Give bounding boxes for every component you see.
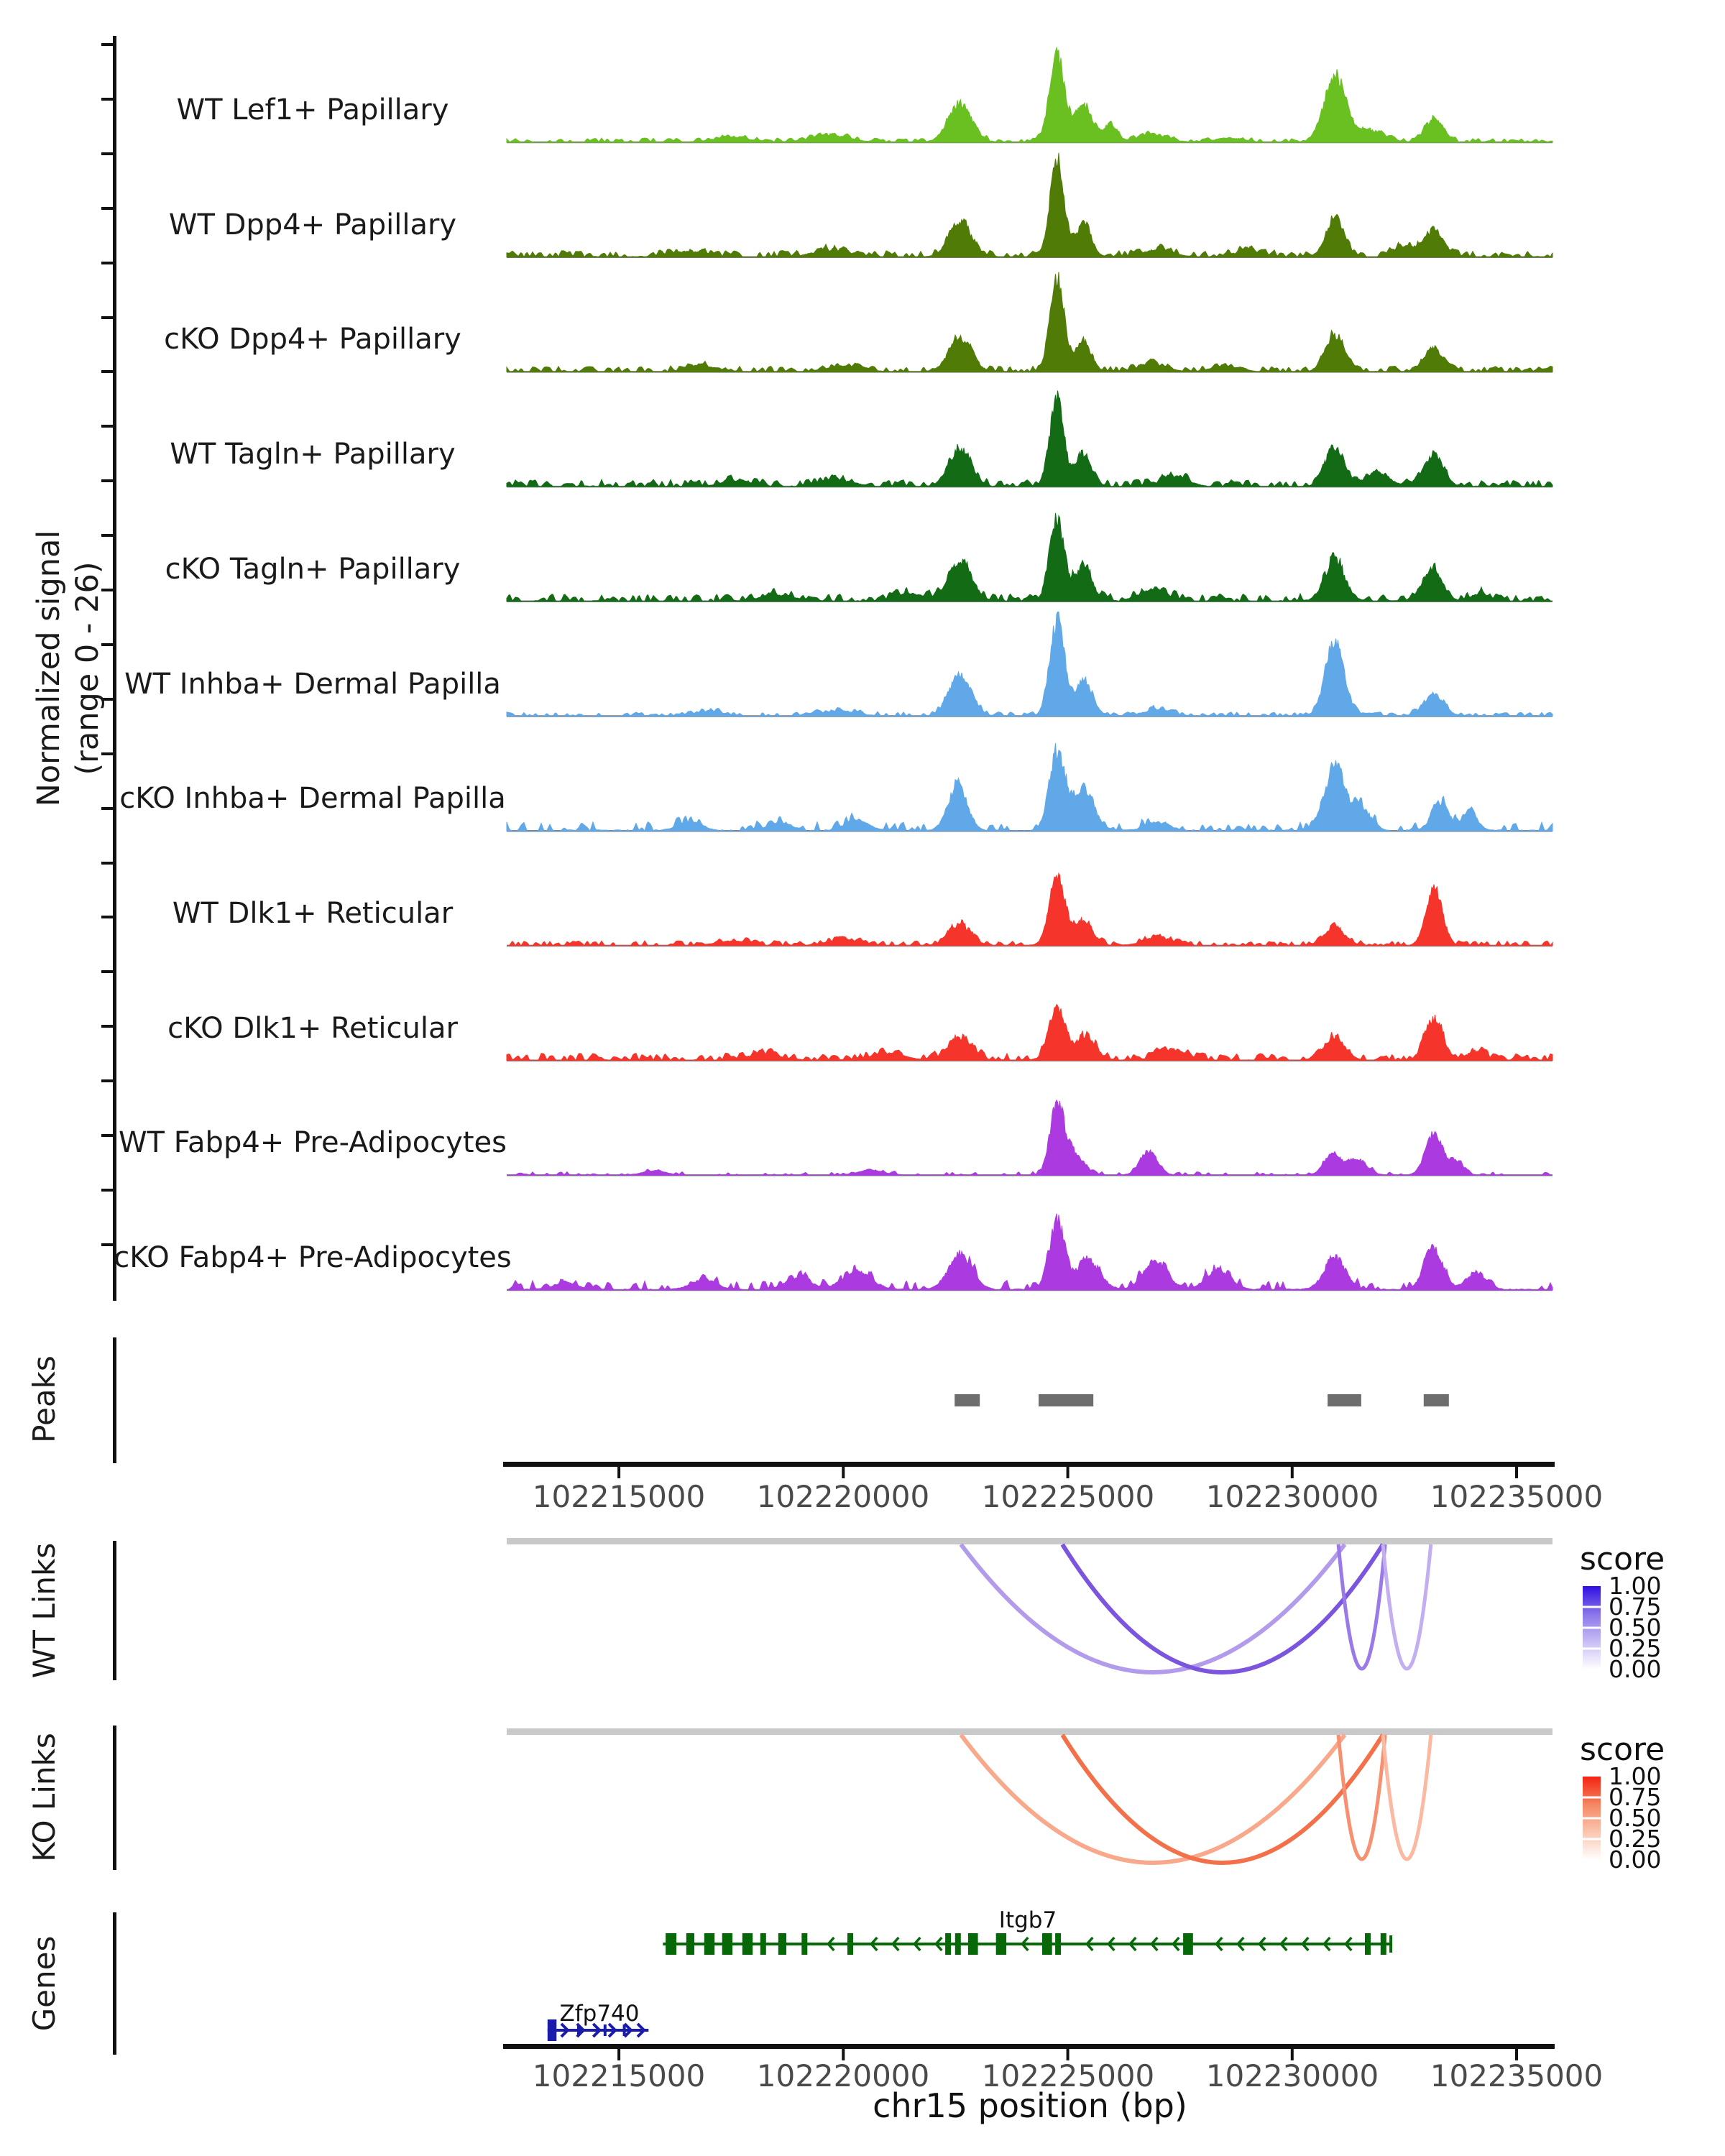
coverage-track-2 [507, 272, 1552, 372]
score-legend-title-ko: score [1580, 1731, 1665, 1768]
track-label: WT Fabp4+ Pre-Adipocytes [119, 1126, 507, 1159]
signal-axis-label-line2: (range 0 - 26) [70, 561, 106, 775]
ko-link-arc-2 [1338, 1735, 1385, 1859]
coverage-track-7 [507, 873, 1552, 946]
axis-tick-label: 102230000 [1205, 1479, 1379, 1514]
section-bracket-3 [113, 1912, 116, 2055]
score-legend-tick: 0.00 [1609, 1655, 1662, 1683]
coverage-track-10 [507, 1214, 1552, 1290]
score-legend-tick: 0.25 [1609, 1825, 1662, 1853]
coverage-track-8 [507, 1005, 1552, 1061]
axis-tick-label: 102225000 [981, 1479, 1155, 1514]
gene-label-zfp740: Zfp740 [559, 2001, 640, 2027]
axis-tick-label: 102230000 [1205, 2058, 1379, 2093]
track-label: cKO Tagln+ Papillary [165, 553, 461, 586]
score-legend-tick: 0.25 [1609, 1634, 1662, 1662]
section-bracket-1 [113, 1541, 116, 1680]
score-legend-tick: 0.50 [1609, 1613, 1662, 1641]
ko-links-bar [507, 1728, 1552, 1735]
score-legend-tick: 1.00 [1609, 1572, 1662, 1600]
track-label: cKO Dpp4+ Papillary [164, 323, 461, 356]
x-axis-title: chr15 position (bp) [873, 2086, 1187, 2125]
coverage-track-6 [507, 743, 1552, 831]
coverage-track-4 [507, 513, 1552, 602]
axis-tick-label: 102225000 [981, 2058, 1155, 2093]
wt-links-bar [507, 1538, 1552, 1544]
signal-axis-label-line1: Normalized signal [31, 530, 67, 807]
score-legend-tick: 0.50 [1609, 1804, 1662, 1832]
section-label-ko-links: KO Links [27, 1733, 62, 1862]
coverage-track-0 [507, 47, 1552, 142]
coverage-track-9 [507, 1100, 1552, 1175]
track-label: cKO Fabp4+ Pre-Adipocytes [114, 1241, 512, 1274]
coverage-track-5 [507, 612, 1552, 717]
ko-link-arc-3 [1383, 1735, 1431, 1859]
axis-tick-label: 102220000 [756, 2058, 930, 2093]
signal-axis-label [29, 309, 107, 1028]
section-bracket-0 [113, 1337, 116, 1463]
track-label: WT Inhba+ Dermal Papilla [124, 668, 501, 701]
score-legend-title-wt: score [1580, 1541, 1665, 1577]
wt-link-arc-2 [1338, 1544, 1385, 1669]
axis-tick-label: 102215000 [532, 1479, 706, 1514]
track-label: WT Dpp4+ Papillary [168, 208, 457, 241]
axis-tick-label: 102215000 [532, 2058, 706, 2093]
peak-box-3 [1424, 1394, 1449, 1406]
section-label-peaks: Peaks [27, 1355, 62, 1443]
track-label: cKO Inhba+ Dermal Papilla [119, 782, 506, 815]
gene-label-itgb7: Itgb7 [998, 1907, 1057, 1933]
score-legend-tick: 0.75 [1609, 1593, 1662, 1621]
peak-box-2 [1328, 1394, 1361, 1406]
section-label-wt-links: WT Links [27, 1542, 62, 1679]
axis-tick-label: 102235000 [1430, 1479, 1604, 1514]
score-legend-tick: 0.00 [1609, 1846, 1662, 1874]
score-legend-tick: 0.75 [1609, 1783, 1662, 1811]
track-label: WT Dlk1+ Reticular [172, 897, 454, 930]
section-label-genes: Genes [27, 1935, 62, 2032]
coverage-track-3 [507, 391, 1552, 487]
axis-tick-label: 102235000 [1430, 2058, 1604, 2093]
peak-box-1 [1039, 1394, 1093, 1406]
peak-box-0 [954, 1394, 980, 1406]
track-label: cKO Dlk1+ Reticular [167, 1012, 458, 1045]
section-bracket-2 [113, 1726, 116, 1870]
wt-link-arc-3 [1383, 1544, 1431, 1669]
track-label: WT Tagln+ Papillary [170, 438, 456, 471]
coverage-track-1 [507, 153, 1552, 257]
score-legend-tick: 1.00 [1609, 1762, 1662, 1790]
axis-tick-label: 102220000 [756, 1479, 930, 1514]
track-label: WT Lef1+ Papillary [176, 93, 449, 126]
